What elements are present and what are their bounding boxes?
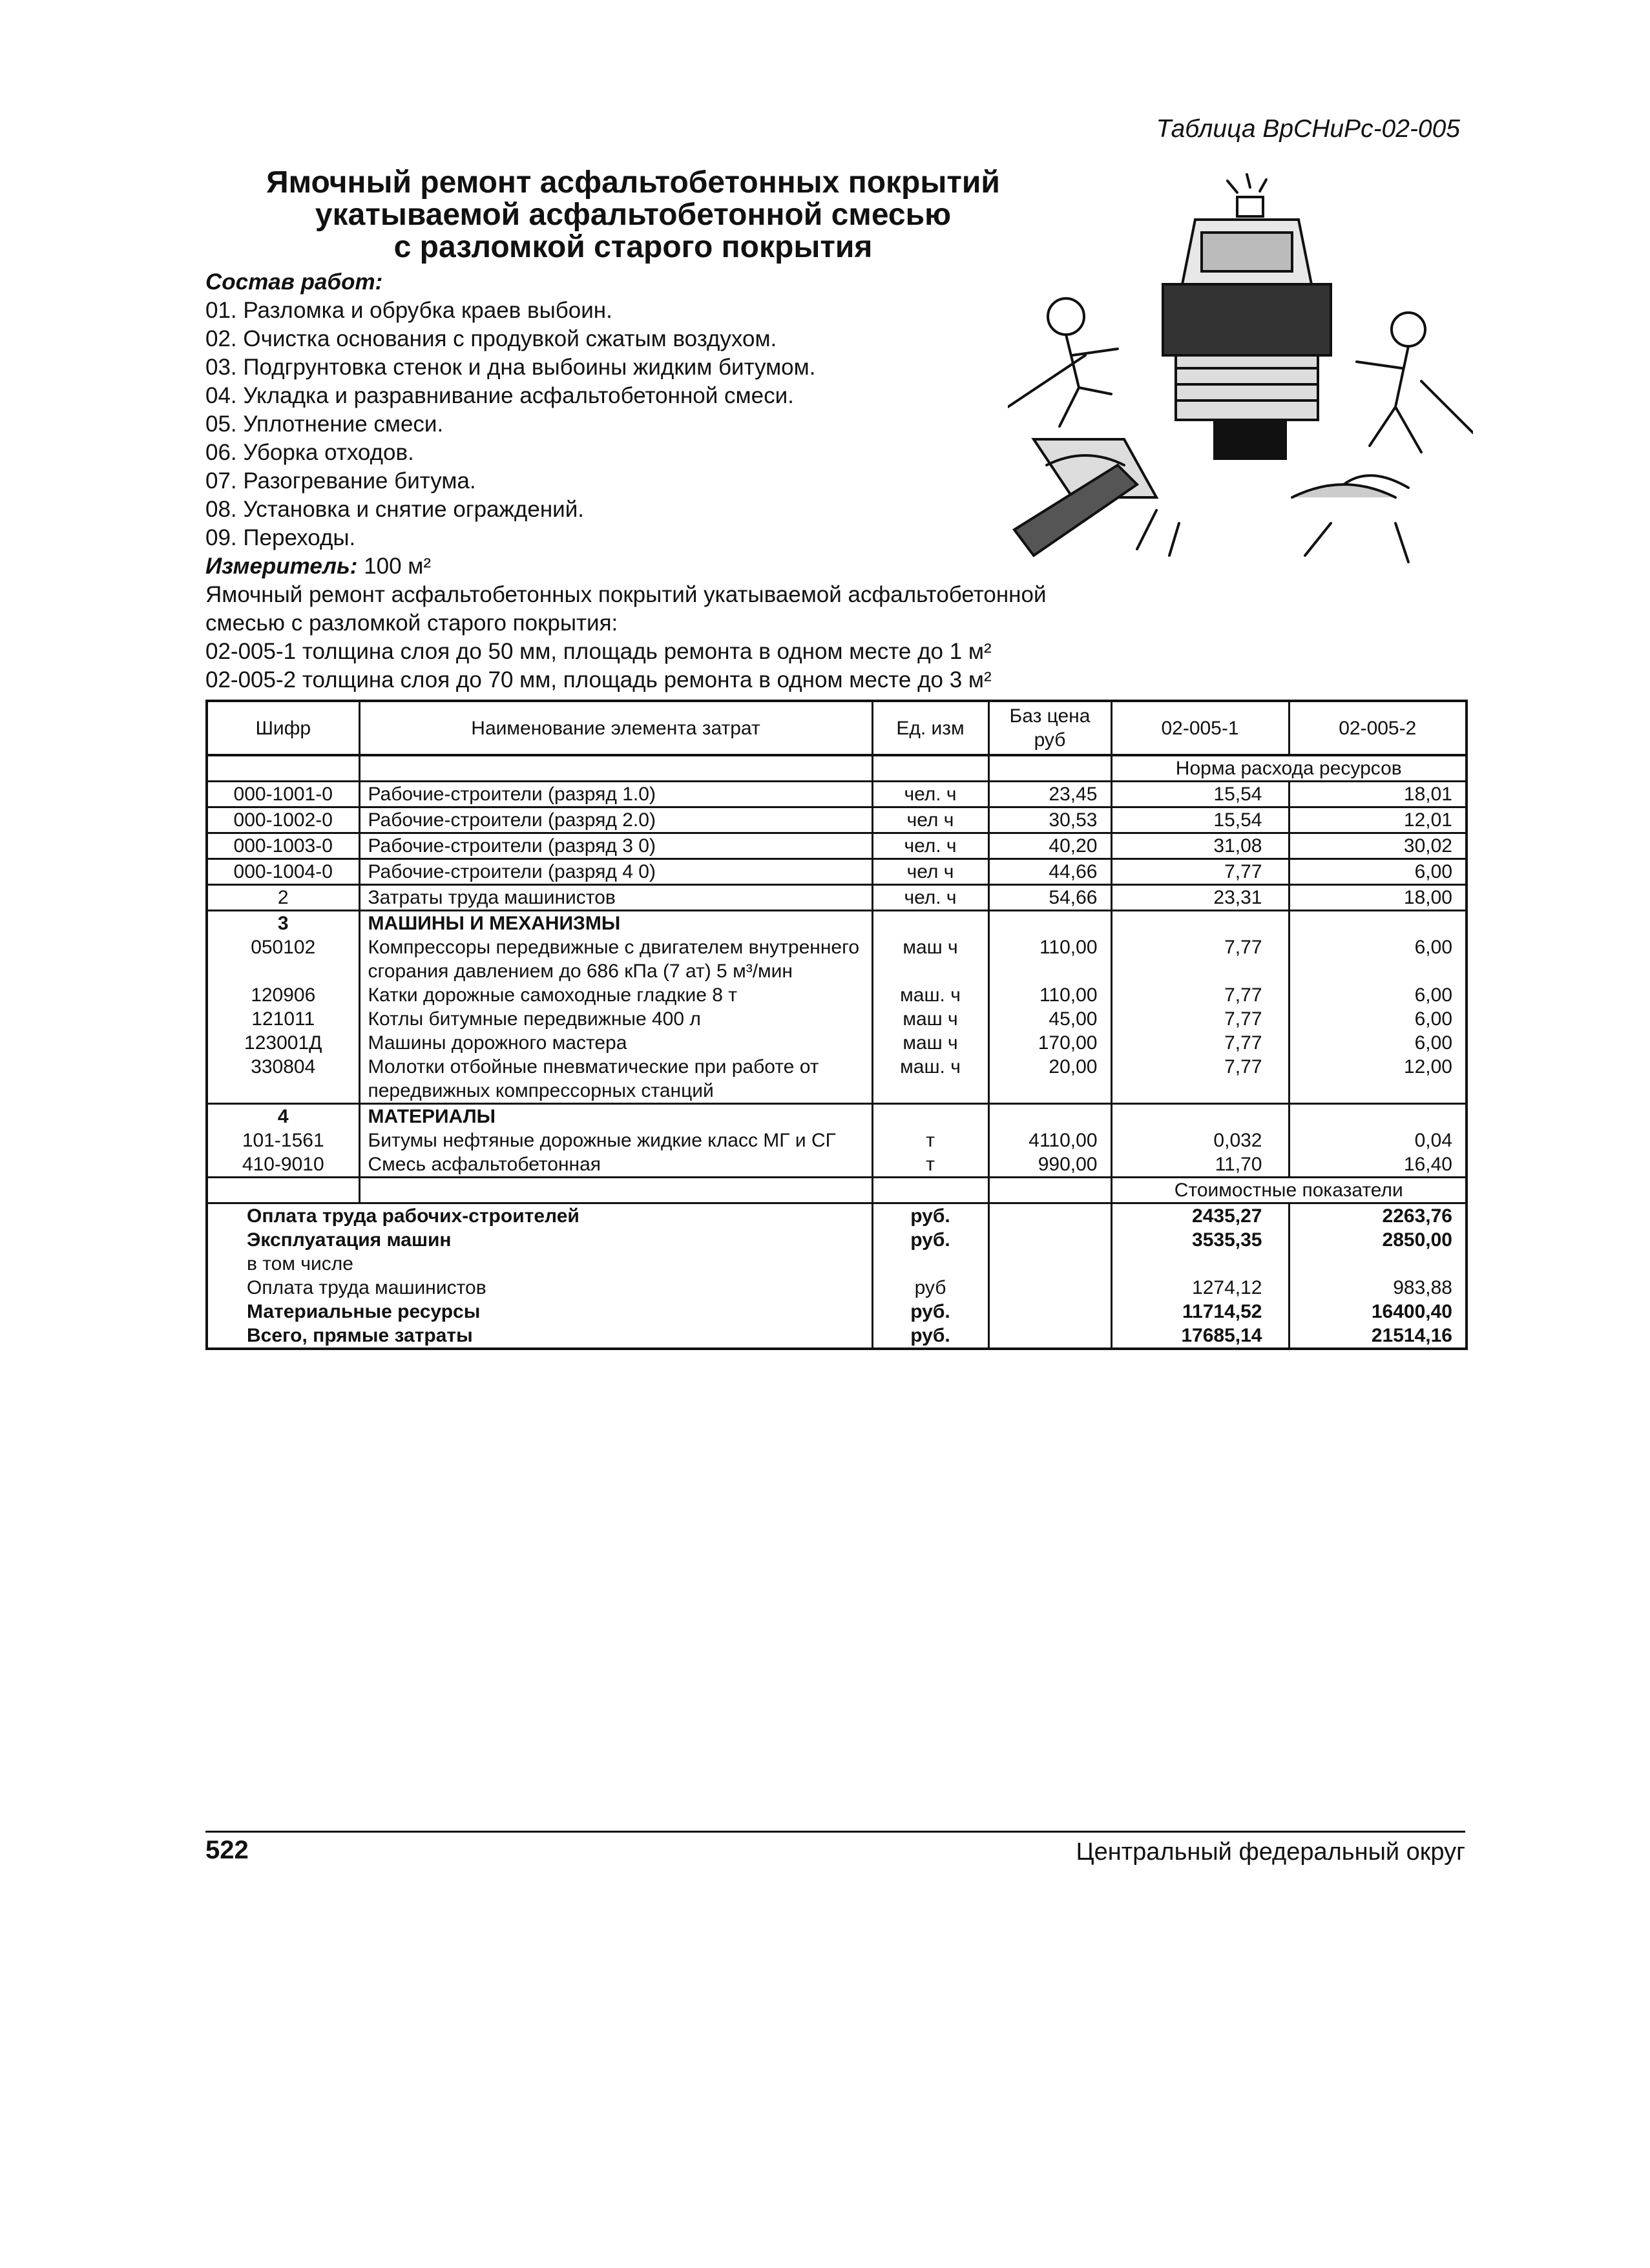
cell-value-2: 6,00 bbox=[1289, 983, 1467, 1007]
section-code: 4 bbox=[207, 1104, 359, 1129]
cell-name: Смесь асфальтобетонная bbox=[359, 1152, 872, 1178]
empty-cell bbox=[988, 911, 1111, 936]
cell-name: Рабочие-строители (разряд 3 0) bbox=[359, 833, 872, 859]
summary-row bbox=[207, 1324, 1467, 1349]
summary-value-1 bbox=[1111, 1252, 1289, 1276]
empty-cell bbox=[988, 1300, 1111, 1324]
section-name: МАШИНЫ И МЕХАНИЗМЫ bbox=[359, 911, 872, 936]
summary-row bbox=[207, 1228, 1467, 1252]
cell-price: 23,45 bbox=[988, 782, 1111, 807]
empty-cell bbox=[988, 1324, 1111, 1349]
empty-cell bbox=[207, 1178, 359, 1203]
cell-value-2: 6,00 bbox=[1289, 935, 1467, 983]
table-row bbox=[207, 1055, 1467, 1104]
cell-value-1: 0,032 bbox=[1111, 1129, 1289, 1152]
empty-cell bbox=[359, 1178, 872, 1203]
table-label: Таблица ВрСНиРс-02-005 bbox=[1156, 115, 1460, 143]
summary-value-2: 21514,16 bbox=[1289, 1324, 1467, 1349]
header-name: Наименование элемента затрат bbox=[359, 701, 872, 755]
summary-name: Материальные ресурсы bbox=[207, 1300, 872, 1324]
summary-row bbox=[207, 1203, 1467, 1229]
table-row bbox=[207, 983, 1467, 1007]
operators-row bbox=[207, 885, 1467, 911]
summary-unit: руб bbox=[872, 1276, 988, 1300]
cell-value-1: 31,08 bbox=[1111, 833, 1289, 859]
resource-table bbox=[205, 700, 1468, 1350]
cell-value-1: 23,31 bbox=[1111, 885, 1289, 911]
empty-cell bbox=[872, 755, 988, 782]
cell-value-1: 7,77 bbox=[1111, 1031, 1289, 1055]
cell-price: 170,00 bbox=[988, 1031, 1111, 1055]
footer-region: Центральный федеральный округ bbox=[1076, 1838, 1465, 1866]
description-line: 02-005-2 толщина слоя до 70 мм, площадь ремонта в одном месте до 3 м² bbox=[205, 667, 992, 692]
cell-name: Машины дорожного мастера bbox=[359, 1031, 872, 1055]
cell-value-1: 7,77 bbox=[1111, 1007, 1289, 1031]
cell-unit: т bbox=[872, 1129, 988, 1152]
cell-code: 000-1003-0 bbox=[207, 833, 359, 859]
cell-unit: чел. ч bbox=[872, 833, 988, 859]
empty-cell bbox=[988, 1104, 1111, 1129]
composition-item: 06. Уборка отходов. bbox=[205, 440, 414, 465]
cell-code: 000-1004-0 bbox=[207, 859, 359, 885]
cell-code: 120906 bbox=[207, 983, 359, 1007]
cell-unit: чел ч bbox=[872, 859, 988, 885]
empty-cell bbox=[988, 1276, 1111, 1300]
cell-value-1: 7,77 bbox=[1111, 935, 1289, 983]
cell-name: Затраты труда машинистов bbox=[359, 885, 872, 911]
cell-name: Битумы нефтяные дорожные жидкие класс МГ и СГ bbox=[359, 1129, 872, 1152]
table-row bbox=[207, 807, 1467, 833]
cell-unit: маш ч bbox=[872, 935, 988, 983]
summary-value-2: 983,88 bbox=[1289, 1276, 1467, 1300]
empty-cell bbox=[988, 1203, 1111, 1229]
composition-item: 09. Переходы. bbox=[205, 525, 356, 550]
composition-item: 08. Установка и снятие ограждений. bbox=[205, 497, 584, 522]
cell-name: Катки дорожные самоходные гладкие 8 т bbox=[359, 983, 872, 1007]
summary-value-2: 16400,40 bbox=[1289, 1300, 1467, 1324]
summary-value-1: 3535,35 bbox=[1111, 1228, 1289, 1252]
summary-value-1: 1274,12 bbox=[1111, 1276, 1289, 1300]
table-body bbox=[207, 755, 1467, 1349]
empty-cell bbox=[1111, 911, 1289, 936]
title-line-3: с разломкой старого покрытия bbox=[393, 230, 873, 264]
empty-cell bbox=[872, 1178, 988, 1203]
summary-value-2: 2263,76 bbox=[1289, 1203, 1467, 1229]
cell-code: 410-9010 bbox=[207, 1152, 359, 1178]
footer-rule bbox=[205, 1831, 1465, 1833]
composition-item: 04. Укладка и разравнивание асфальтобетонной смеси. bbox=[205, 383, 794, 408]
composition-item: 07. Разогревание битума. bbox=[205, 468, 476, 494]
summary-value-2 bbox=[1289, 1252, 1467, 1276]
cell-name: Рабочие-строители (разряд 1.0) bbox=[359, 782, 872, 807]
composition-heading: Состав работ: bbox=[205, 269, 383, 295]
cell-value-1: 7,77 bbox=[1111, 1055, 1289, 1104]
cell-price: 45,00 bbox=[988, 1007, 1111, 1031]
cell-name: Компрессоры передвижные с двигателем внутреннего сгорания давлением до 686 кПа (7 ат) 5 м³/мин bbox=[359, 935, 872, 983]
cell-value-2: 0,04 bbox=[1289, 1129, 1467, 1152]
cell-value-2: 6,00 bbox=[1289, 1031, 1467, 1055]
cost-label: Стоимостные показатели bbox=[1111, 1178, 1467, 1203]
cell-code: 330804 bbox=[207, 1055, 359, 1104]
header-col1: 02-005-1 bbox=[1111, 701, 1289, 755]
cell-price: 44,66 bbox=[988, 859, 1111, 885]
cell-price: 20,00 bbox=[988, 1055, 1111, 1104]
empty-cell bbox=[359, 755, 872, 782]
composition-item: 05. Уплотнение смеси. bbox=[205, 411, 444, 437]
cell-value-2: 18,01 bbox=[1289, 782, 1467, 807]
summary-row bbox=[207, 1252, 1467, 1276]
measure-line bbox=[205, 552, 1078, 581]
cell-value-2: 6,00 bbox=[1289, 859, 1467, 885]
section-code: 3 bbox=[207, 911, 359, 936]
composition-item: 01. Разломка и обрубка краев выбоин. bbox=[205, 298, 612, 323]
composition-item: 02. Очистка основания с продувкой сжатым воздухом. bbox=[205, 326, 777, 351]
summary-unit: руб. bbox=[872, 1203, 988, 1229]
cell-value-2: 30,02 bbox=[1289, 833, 1467, 859]
table-row bbox=[207, 859, 1467, 885]
description bbox=[205, 581, 1078, 694]
cell-price: 4110,00 bbox=[988, 1129, 1111, 1152]
cell-price: 30,53 bbox=[988, 807, 1111, 833]
cell-value-1: 15,54 bbox=[1111, 807, 1289, 833]
summary-unit: руб. bbox=[872, 1228, 988, 1252]
measure-label: Измеритель: bbox=[205, 554, 358, 579]
summary-value-1: 11714,52 bbox=[1111, 1300, 1289, 1324]
summary-name: Оплата труда машинистов bbox=[207, 1276, 872, 1300]
empty-cell bbox=[1289, 1104, 1467, 1129]
summary-row bbox=[207, 1300, 1467, 1324]
header-col2: 02-005-2 bbox=[1289, 701, 1467, 755]
cell-code: 000-1001-0 bbox=[207, 782, 359, 807]
description-line: Ямочный ремонт асфальтобетонных покрытий укатываемой асфальтобетонной bbox=[205, 582, 1047, 607]
composition-item: 03. Подгрунтовка стенок и дна выбоины жидким битумом. bbox=[205, 355, 816, 380]
empty-cell bbox=[872, 1104, 988, 1129]
cell-code: 050102 bbox=[207, 935, 359, 983]
empty-cell bbox=[988, 755, 1111, 782]
cell-price: 110,00 bbox=[988, 983, 1111, 1007]
header-unit: Ед. изм bbox=[872, 701, 988, 755]
cell-code: 123001Д bbox=[207, 1031, 359, 1055]
summary-name: в том числе bbox=[207, 1252, 872, 1276]
empty-cell bbox=[1111, 1104, 1289, 1129]
empty-cell bbox=[1289, 911, 1467, 936]
header-code: Шифр bbox=[207, 701, 359, 755]
cell-value-2: 16,40 bbox=[1289, 1152, 1467, 1178]
cell-price: 990,00 bbox=[988, 1152, 1111, 1178]
table-row bbox=[207, 1129, 1467, 1152]
summary-name: Оплата труда рабочих-строителей bbox=[207, 1203, 872, 1229]
cell-code: 2 bbox=[207, 885, 359, 911]
table-row bbox=[207, 1007, 1467, 1031]
cell-unit: чел. ч bbox=[872, 885, 988, 911]
work-composition bbox=[205, 268, 1078, 694]
cell-value-2: 12,01 bbox=[1289, 807, 1467, 833]
cell-name: Молотки отбойные пневматические при работе от передвижных компрессорных станций bbox=[359, 1055, 872, 1104]
description-line: смесью с разломкой старого покрытия: bbox=[205, 610, 618, 636]
cell-value-2: 18,00 bbox=[1289, 885, 1467, 911]
summary-name: Эксплуатация машин bbox=[207, 1228, 872, 1252]
cell-unit: маш ч bbox=[872, 1031, 988, 1055]
cell-name: Рабочие-строители (разряд 4 0) bbox=[359, 859, 872, 885]
empty-cell bbox=[207, 755, 359, 782]
cell-value-1: 7,77 bbox=[1111, 859, 1289, 885]
summary-value-2: 2850,00 bbox=[1289, 1228, 1467, 1252]
cell-value-2: 12,00 bbox=[1289, 1055, 1467, 1104]
summary-name: Всего, прямые затраты bbox=[207, 1324, 872, 1349]
materials-section-row bbox=[207, 1104, 1467, 1129]
cost-label-row bbox=[207, 1178, 1467, 1203]
cell-code: 000-1002-0 bbox=[207, 807, 359, 833]
page-number: 522 bbox=[205, 1836, 249, 1864]
summary-value-1: 17685,14 bbox=[1111, 1324, 1289, 1349]
cell-unit: чел ч bbox=[872, 807, 988, 833]
cell-name: Рабочие-строители (разряд 2.0) bbox=[359, 807, 872, 833]
cell-unit: чел. ч bbox=[872, 782, 988, 807]
empty-cell bbox=[988, 1252, 1111, 1276]
title-line-2: укатываемой асфальтобетонной смесью bbox=[315, 198, 952, 232]
cell-code: 101-1561 bbox=[207, 1129, 359, 1152]
description-line: 02-005-1 толщина слоя до 50 мм, площадь ремонта в одном месте до 1 м² bbox=[205, 639, 992, 664]
empty-cell bbox=[988, 1178, 1111, 1203]
cell-price: 54,66 bbox=[988, 885, 1111, 911]
cell-price: 110,00 bbox=[988, 935, 1111, 983]
cell-unit: маш ч bbox=[872, 1007, 988, 1031]
section-name: МАТЕРИАЛЫ bbox=[359, 1104, 872, 1129]
page-title bbox=[213, 167, 1053, 264]
cell-value-2: 6,00 bbox=[1289, 1007, 1467, 1031]
norm-label-row bbox=[207, 755, 1467, 782]
table-row bbox=[207, 1152, 1467, 1178]
table-row bbox=[207, 935, 1467, 983]
cell-price: 40,20 bbox=[988, 833, 1111, 859]
cell-unit: т bbox=[872, 1152, 988, 1178]
cell-unit: маш. ч bbox=[872, 1055, 988, 1104]
title-line-1: Ямочный ремонт асфальтобетонных покрытий bbox=[266, 165, 1000, 200]
table-row bbox=[207, 833, 1467, 859]
summary-unit: руб. bbox=[872, 1300, 988, 1324]
summary-row bbox=[207, 1276, 1467, 1300]
machines-section-row bbox=[207, 911, 1467, 936]
norm-label: Норма расхода ресурсов bbox=[1111, 755, 1467, 782]
table-row bbox=[207, 782, 1467, 807]
empty-cell bbox=[988, 1228, 1111, 1252]
cell-code: 121011 bbox=[207, 1007, 359, 1031]
table-header-row bbox=[207, 701, 1467, 755]
table-row bbox=[207, 1031, 1467, 1055]
cell-value-1: 7,77 bbox=[1111, 983, 1289, 1007]
cell-unit: маш. ч bbox=[872, 983, 988, 1007]
cell-name: Котлы битумные передвижные 400 л bbox=[359, 1007, 872, 1031]
empty-cell bbox=[872, 911, 988, 936]
header-price: Баз цена руб bbox=[988, 701, 1111, 755]
measure-value: 100 м² bbox=[364, 554, 432, 579]
summary-unit: руб. bbox=[872, 1324, 988, 1349]
road-repair-illustration bbox=[1008, 161, 1473, 575]
cell-value-1: 15,54 bbox=[1111, 782, 1289, 807]
summary-unit bbox=[872, 1252, 988, 1276]
cell-value-1: 11,70 bbox=[1111, 1152, 1289, 1178]
summary-value-1: 2435,27 bbox=[1111, 1203, 1289, 1229]
